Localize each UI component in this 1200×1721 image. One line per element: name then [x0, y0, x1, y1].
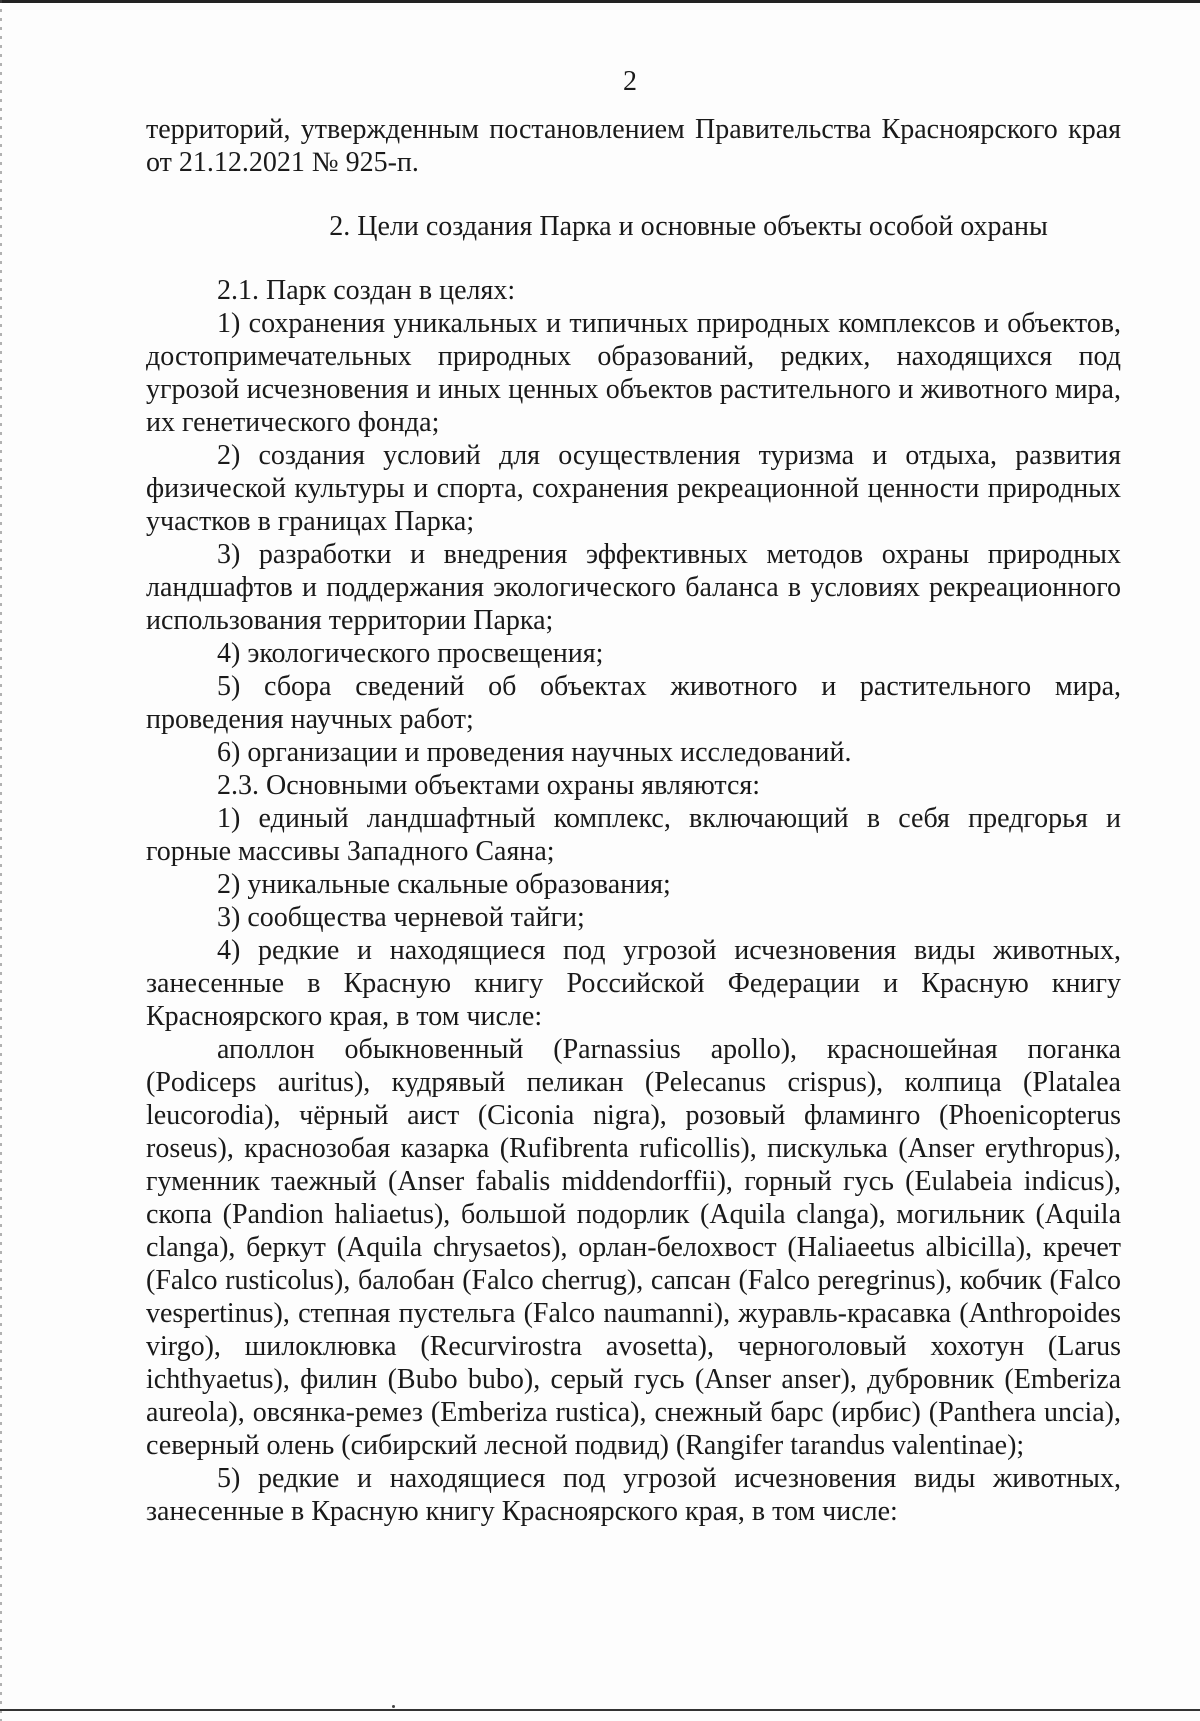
- goal-item-3: 3) разработки и внедрения эффективных методов охраны природных ландшафтов и поддержания экологического баланса в условиях рекреационного использования территории Парка;: [146, 539, 1121, 636]
- scan-bottom-edge: [0, 1709, 1200, 1711]
- object-item-2: 2) уникальные скальные образования;: [217, 869, 671, 900]
- clause-2-1: 2.1. Парк создан в целях:: [217, 275, 516, 306]
- goal-item-5: 5) сбора сведений об объектах животного и растительного мира, проведения научных работ;: [146, 671, 1121, 735]
- page-number: 2: [623, 66, 637, 97]
- intro-line-2: от 21.12.2021 № 925-п.: [146, 147, 419, 178]
- goal-item-2: 2) создания условий для осуществления туризма и отдыха, развития физической культуры и спорта, сохранения рекреационной ценности природных участков в границах Парка;: [146, 440, 1121, 537]
- goal-item-1: 1) сохранения уникальных и типичных природных комплексов и объектов, достопримечательных природных образований, редких, находящихся под угрозой исчезновения и иных ценных объектов растительного и животного мира, их генетического фонда;: [146, 308, 1121, 438]
- object-item-1: 1) единый ландшафтный комплекс, включающий в себя предгорья и горные массивы Западного Саяна;: [146, 803, 1121, 867]
- object-item-4: 4) редкие и находящиеся под угрозой исчезновения виды животных, занесенные в Красную книгу Российской Федерации и Красную книгу Красноярского края, в том числе:: [146, 935, 1121, 1032]
- intro-line-1: территорий, утвержденным постановлением Правительства Красноярского края: [146, 114, 1121, 145]
- object-item-3: 3) сообщества черневой тайги;: [217, 902, 585, 933]
- goal-item-6: 6) организации и проведения научных исследований.: [217, 737, 852, 768]
- section-heading: 2. Цели создания Парка и основные объекты особой охраны: [329, 211, 1048, 242]
- scan-left-edge: [0, 0, 2, 1721]
- goal-item-4: 4) экологического просвещения;: [217, 638, 604, 669]
- species-list: аполлон обыкновенный (Parnassius apollo), красношейная поганка (Podiceps auritus), кудрявый пеликан (Pelecanus crispus), колпица (Platalea leucorodia), чёрный аист (Ciconia nigra), розовый фламинго (Phoenicopterus roseus), краснозобая казарка (Rufibrenta ruficollis), пискулька (Anser erythropus), гуменник таежный (Anser fabalis middendorffii), горный гусь (Eulabeia indicus), скопа (Pandion haliaetus), большой подорлик (Aquila clanga), могильник (Aquila clanga), беркут (Aquila chrysaetos), орлан-белохвост (Haliaeetus albicilla), кречет (Falco rusticolus), балобан (Falco cherrug), сапсан (Falco peregrinus), кобчик (Falco vespertinus), степная пустельга (Falco naumanni), журавль-красавка (Anthropoides virgo), шилоклювка (Recurvirostra avosetta), черноголовый хохотун (Larus ichthyaetus), филин (Bubo bubo), серый гусь (Anser anser), дубровник (Emberiza aureola), овсянка-ремез (Emberiza rustica), снежный барс (ирбис) (Panthera uncia), северный олень (сибирский лесной подвид) (Rangifer tarandus valentinae);: [146, 1034, 1121, 1461]
- scan-top-edge: [0, 0, 1200, 3]
- document-body: [146, 113, 1121, 1528]
- clause-2-3: 2.3. Основными объектами охраны являются:: [217, 770, 761, 801]
- scan-speck: [392, 1705, 395, 1708]
- object-item-5: 5) редкие и находящиеся под угрозой исчезновения виды животных, занесенные в Красную книгу Красноярского края, в том числе:: [146, 1463, 1121, 1527]
